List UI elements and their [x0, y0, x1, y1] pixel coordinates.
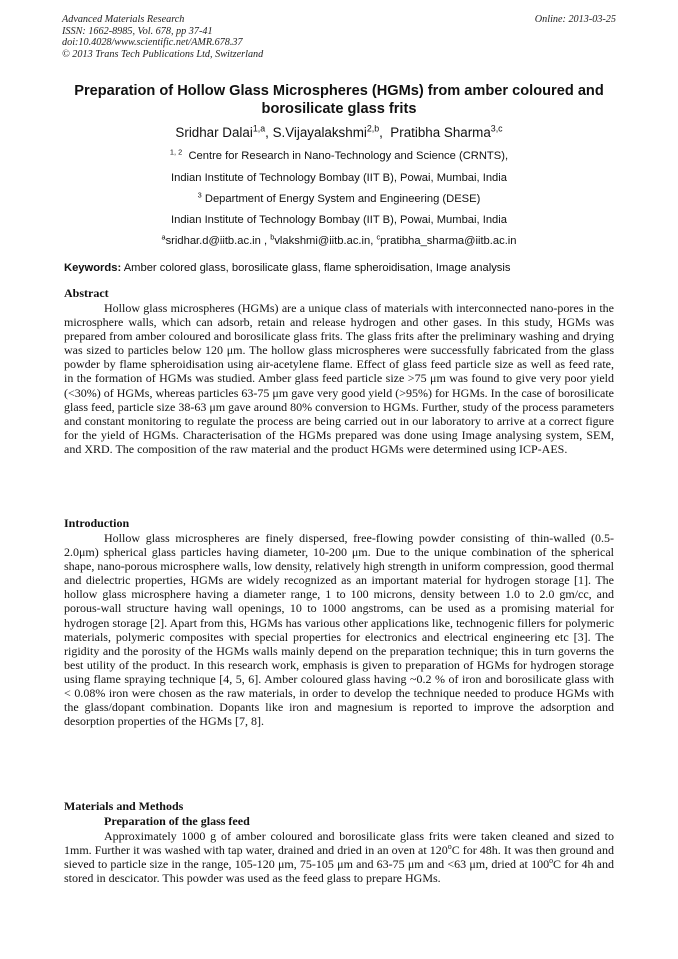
author-name: Sridhar Dalai — [175, 125, 253, 140]
email-line — [62, 232, 616, 247]
methods-heading: Materials and Methods — [64, 799, 184, 813]
author-name: S.Vijayalakshmi — [272, 125, 367, 140]
affiliation-line: Indian Institute of Technology Bombay (IIT B), Powai, Mumbai, India — [170, 172, 507, 184]
author-list: Sridhar Dalai$^{1,a}$, S.Vijayalakshmi$^{2,b}$, Pratibha Sharma$^{3,c}$ — [175, 123, 503, 140]
affiliation-text: Department of Energy System and Engineering (DESE) — [204, 193, 481, 205]
introduction-text: Hollow glass microspheres are finely dispersed, free-flowing powder consisting of thin-walled (0.5-2.0μm) spherical glass particles having diameter, 10-200 μm. Due to the unique combination of the spherical shape, nano-porous microsphere walls, low density, relatively high strength in uniform compression, good thermal and dielectric properties, HGMs are widely recognized as an important material for hydrogen storage [1]. The hollow glass microsphere having a diameter range, 1 to 100 microns, density between 1.0 to 2.0 gm/cc, and porous-wall structure having wall openings, 10 to 1000 angstroms, can be used as a promising material for hydrogen storage [2]. Apart from this, HGMs has various other applications like, technogenic fillers for polymeric materials, polymeric composites with special properties for electronics and electrical engineering etc [3]. The rigidity and the porosity of the HGMs walls mainly depend on the preparation technique; this in turn governs the best utility of the product. In this research work, emphasis is given to preparation of HGMs for hydrogen storage using flame spraying technique [4, 5, 6]. Amber coloured glass having ~0.2 % of iron and borosilicate glass with < 0.08% iron were chosen as the raw materials, in order to develop the technique needed to produce HGMs with the glass/dopant combination. Dopants like iron and magnesium is reported to improve the adsorption and desorption properties of the HGMs [7, 8]. — [64, 531, 614, 729]
doi: doi:10.4028/www.scientific.net/AMR.678.37 — [62, 37, 243, 49]
copyright: © 2013 Trans Tech Publications Ltd, Switzerland — [62, 48, 264, 60]
keywords-label: Keywords: — [64, 262, 122, 274]
author-name: Pratibha Sharma — [390, 125, 491, 140]
introduction-heading: Introduction — [64, 516, 130, 530]
email-link[interactable]: pratibha_sharma@iitb.ac.in — [380, 235, 517, 247]
email-link[interactable]: sridhar.d@iitb.ac.in , — [165, 235, 268, 247]
abstract-heading: Abstract — [64, 286, 109, 300]
author-sup: 3,c — [490, 123, 503, 134]
keywords-text: Amber colored glass, borosilicate glass, flame spheroidisation, Image analysis — [123, 262, 511, 274]
email-sup: a — [161, 232, 166, 242]
affiliation-line: Indian Institute of Technology Bombay (IIT B), Powai, Mumbai, India — [170, 214, 507, 226]
methods-text-part: C for 4h and stored in descicator. This powder was used as the feed glass to prepare HGMs. — [64, 857, 615, 886]
email-sup: c — [376, 232, 381, 242]
email-link[interactable]: vlakshmi@iitb.ac.in, — [274, 235, 374, 247]
journal-name: Advanced Materials Research — [62, 14, 185, 25]
journal-header — [62, 14, 616, 60]
keywords — [64, 262, 616, 274]
paper-title: Preparation of Hollow Glass Microspheres (HGMs) from amber coloured and borosilicate glass frits — [74, 83, 604, 117]
methods-subheading: Preparation of the glass feed — [104, 814, 250, 828]
abstract-text: Hollow glass microspheres (HGMs) are a unique class of materials with interconnected nano-pores in the microsphere walls, which can adsorb, retain and release hydrogen and other gases. In this study, HGMs was prepared from amber coloured and borosilicate glass frits. The glass frits after the preliminary washing and drying was sized to particles below 120 μm. The hollow glass microspheres were successfully fabricated from the glass powder by flame spheroidisation using air-acetylene flame. Effect of glass feed particle size as well as feed rate, in the formation of HGMs was studied. Amber glass feed particle size >75 μm was found to give very poor yield (<30%) of HGMs, whereas particles 63-75 μm gave very good yield (>95%) for HGMs. In the case of borosilicate glass feed, particle size 38-63 μm gave around 80% conversion to HGMs. Further, study of the process parameters and constant monitoring to regulate the process are being carried out in our laboratory to arrive at a correct figure for the yield of HGMs. Characterisation of the HGMs prepared was done using Image analysing system, SEM, and XRD. The composition of the raw material and the product HGMs were determined using ICP-AES. — [64, 301, 614, 456]
affiliation-sup: 3 — [197, 190, 202, 200]
issn: ISSN: 1662-8985, Vol. 678, pp 37-41 — [62, 25, 213, 37]
methods-text-part: Approximately 1000 g of amber coloured and borosilicate glass frits were taken cleaned and sized to 1mm. Further it was washed with tap water, drained and dried in an oven at 120 — [64, 829, 614, 858]
methods-text — [64, 829, 614, 885]
online-date: Online: 2013-03-25 — [534, 14, 616, 25]
email-sup: b — [270, 232, 275, 242]
degree-sup: o — [447, 842, 452, 852]
author-sup: 2,b — [366, 123, 380, 134]
degree-sup: o — [549, 856, 554, 866]
affiliation-line — [62, 147, 616, 162]
affiliation-sup: 1, 2 — [169, 147, 183, 157]
affiliation-text: Centre for Research in Nano-Technology and Science (CRNTS), — [188, 150, 509, 162]
affiliation-line — [62, 190, 616, 205]
author-sup: 1,a — [252, 123, 266, 134]
methods-text-part: C for 48h. It was then ground and sieved to particle size in the range, 105-120 μm, 75-105 μm and 63-75 μm and <63 μm, dried at 100 — [64, 843, 614, 872]
